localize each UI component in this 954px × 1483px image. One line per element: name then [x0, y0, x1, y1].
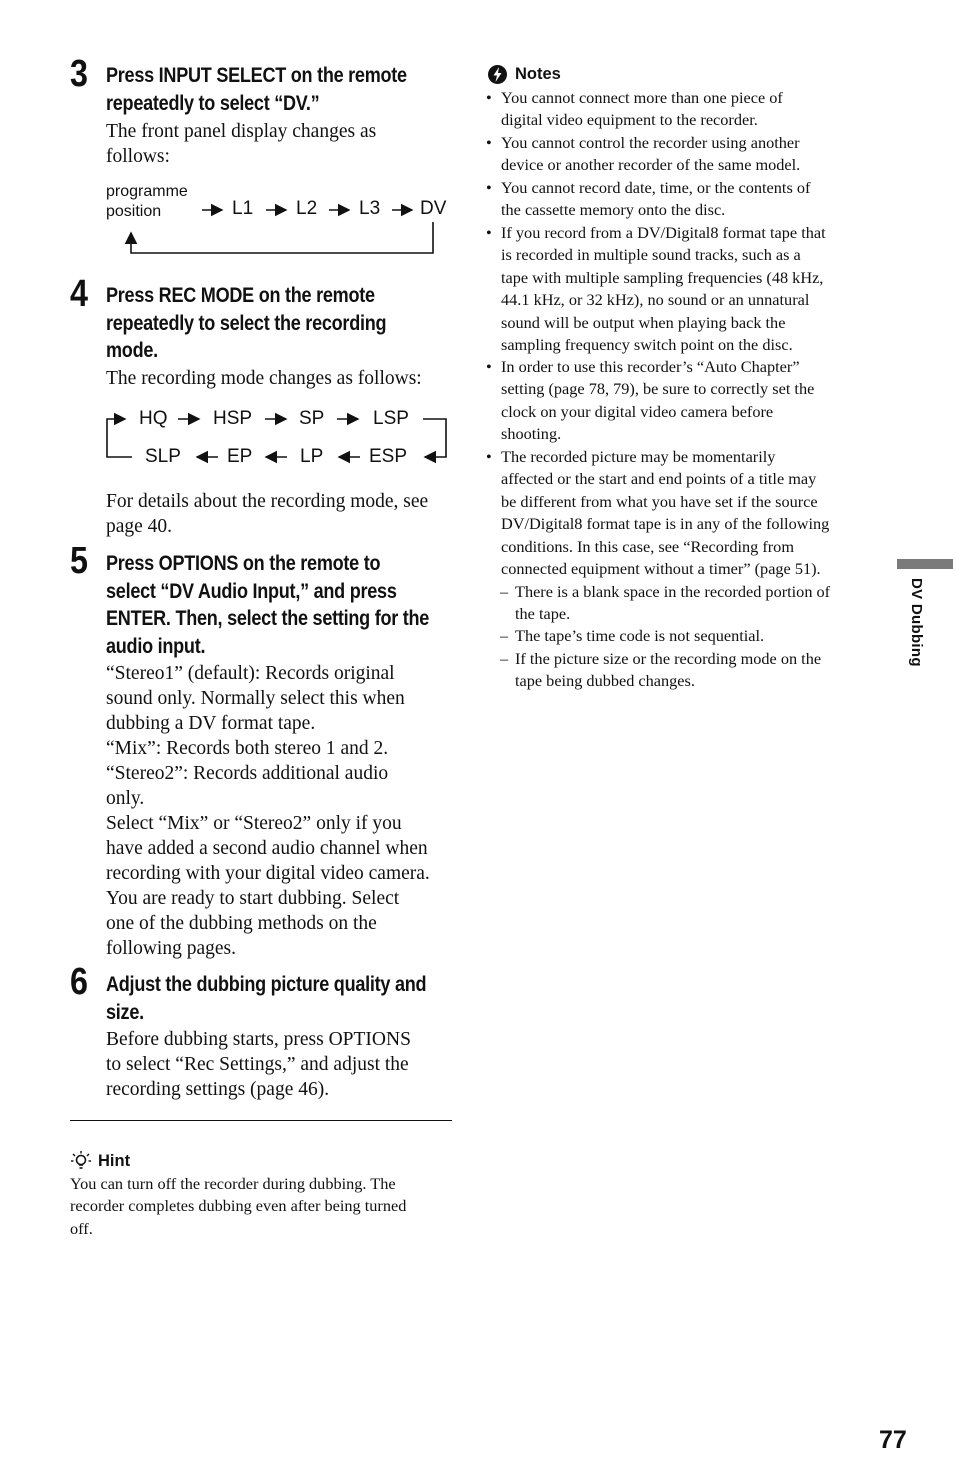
dash: – — [500, 626, 509, 645]
note-item: • In order to use this recorder’s “Auto Chapter” setting (page 78, 79), be sure to correctly set the clock on your digital video camera before shooting. — [486, 357, 815, 444]
hint-line: off. — [70, 1218, 93, 1238]
hint-line: You can turn off the recorder during dubbing. The — [70, 1174, 396, 1193]
mode-ep: EP — [227, 446, 253, 467]
bullet: • — [486, 133, 492, 152]
bullet: • — [486, 447, 492, 466]
programme-position-label: programme position — [106, 183, 188, 220]
input-l1: L1 — [232, 198, 254, 219]
note-item: • If you record from a DV/Digital8 format tape that is recorded in multiple sound tracks, such as a tape with multiple sampling frequencies (48 kHz, 44.1 kHz, or 32 kHz), no sound or an unnatural sound will be output when playing back the sampling frequency switch point on the disc. — [486, 223, 826, 355]
page-number: 77 — [879, 1426, 907, 1454]
lightbulb-icon — [70, 1150, 92, 1172]
warning-icon — [487, 64, 508, 85]
mode-esp: ESP — [369, 446, 408, 467]
input-l3: L3 — [359, 198, 381, 219]
body-line: recording settings (page 46). — [106, 1079, 330, 1100]
step-body — [106, 489, 428, 539]
body-line: The front panel display changes as — [106, 121, 377, 142]
step-number: 4 — [70, 273, 88, 315]
body-line: sound only. Normally select this when — [106, 688, 405, 709]
body-line: Before dubbing starts, press OPTIONS — [106, 1029, 411, 1050]
note-subitem: – If the picture size or the recording mode on the tape being dubbed changes. — [500, 649, 822, 691]
bullet: • — [486, 223, 492, 242]
bullet: • — [486, 178, 492, 197]
heading-line: audio input. — [106, 634, 206, 658]
mode-lsp: LSP — [373, 408, 409, 429]
heading-line: repeatedly to select the recording — [106, 311, 387, 335]
note-item: • You cannot record date, time, or the contents of the cassette memory onto the disc. — [486, 178, 811, 220]
hint-title: Hint — [98, 1152, 131, 1170]
note-subitem: – The tape’s time code is not sequential. — [500, 625, 764, 647]
heading-line: select “DV Audio Input,” and press — [106, 579, 397, 603]
mode-sp: SP — [299, 408, 325, 429]
body-line: Select “Mix” or “Stereo2” only if you — [106, 813, 402, 834]
heading-line: mode. — [106, 339, 158, 362]
hint-body — [70, 1173, 406, 1240]
heading-line: Adjust the dubbing picture quality and — [106, 973, 427, 996]
body-line: have added a second audio channel when — [106, 838, 428, 859]
body-line: following pages. — [106, 938, 236, 959]
heading-line: size. — [106, 1000, 144, 1024]
mode-lp: LP — [300, 446, 324, 467]
note-subitem: – There is a blank space in the recorded portion of the tape. — [500, 582, 831, 624]
body-line: to select “Rec Settings,” and adjust the — [106, 1054, 409, 1075]
bullet: • — [486, 357, 492, 376]
step-number: 6 — [70, 961, 88, 1003]
section-tab-bar — [897, 559, 953, 569]
dash: – — [500, 649, 509, 668]
heading-line: Press INPUT SELECT on the remote — [106, 64, 407, 87]
step-heading — [106, 971, 478, 1026]
input-l2: L2 — [296, 198, 318, 219]
step-number: 3 — [70, 53, 88, 95]
note-item: • You cannot connect more than one piece of digital video equipment to the recorder. — [486, 88, 783, 130]
body-line: “Stereo1” (default): Records original — [106, 663, 395, 684]
dash: – — [500, 582, 509, 601]
step-heading — [106, 550, 482, 660]
body-line: only. — [106, 788, 145, 809]
heading-line: Press REC MODE on the remote — [106, 284, 375, 307]
hint-line: recorder completes dubbing even after being turned — [70, 1196, 407, 1216]
body-line: recording with your digital video camera. — [106, 863, 430, 884]
body-line: page 40. — [106, 516, 173, 537]
body-line: You are ready to start dubbing. Select — [106, 888, 400, 909]
heading-line: ENTER. Then, select the setting for the — [106, 607, 430, 630]
heading-line: Press OPTIONS on the remote to — [106, 552, 381, 575]
body-line: one of the dubbing methods on the — [106, 913, 377, 934]
section-divider — [70, 1120, 452, 1121]
mode-slp: SLP — [145, 446, 181, 467]
body-line: “Mix”: Records both stereo 1 and 2. — [106, 738, 389, 759]
step-number: 5 — [70, 540, 88, 582]
section-tab-label: DV Dubbing — [908, 578, 925, 667]
body-line: “Stereo2”: Records additional audio — [106, 763, 389, 784]
notes-title: Notes — [515, 65, 561, 83]
step-body — [106, 1027, 411, 1102]
body-line: follows: — [106, 146, 170, 167]
note-item: • The recorded picture may be momentarily affected or the start and end points of a title may be different from what you have set if the source DV/Digital8 format tape is in any of the following conditions. In this case, see “Recording from connected equipment without a timer” (page 51). — [486, 447, 830, 579]
mode-hq: HQ — [139, 408, 168, 429]
body-line: dubbing a DV format tape. — [106, 713, 316, 734]
input-dv: DV — [420, 198, 447, 219]
mode-hsp: HSP — [213, 408, 253, 429]
note-item: • You cannot control the recorder using another device or another recorder of the same model. — [486, 133, 801, 175]
step-body — [106, 661, 430, 961]
body-line: For details about the recording mode, see — [106, 491, 429, 512]
bullet: • — [486, 88, 492, 107]
heading-line: repeatedly to select “DV.” — [106, 91, 320, 115]
body-line: The recording mode changes as follows: — [106, 368, 422, 389]
